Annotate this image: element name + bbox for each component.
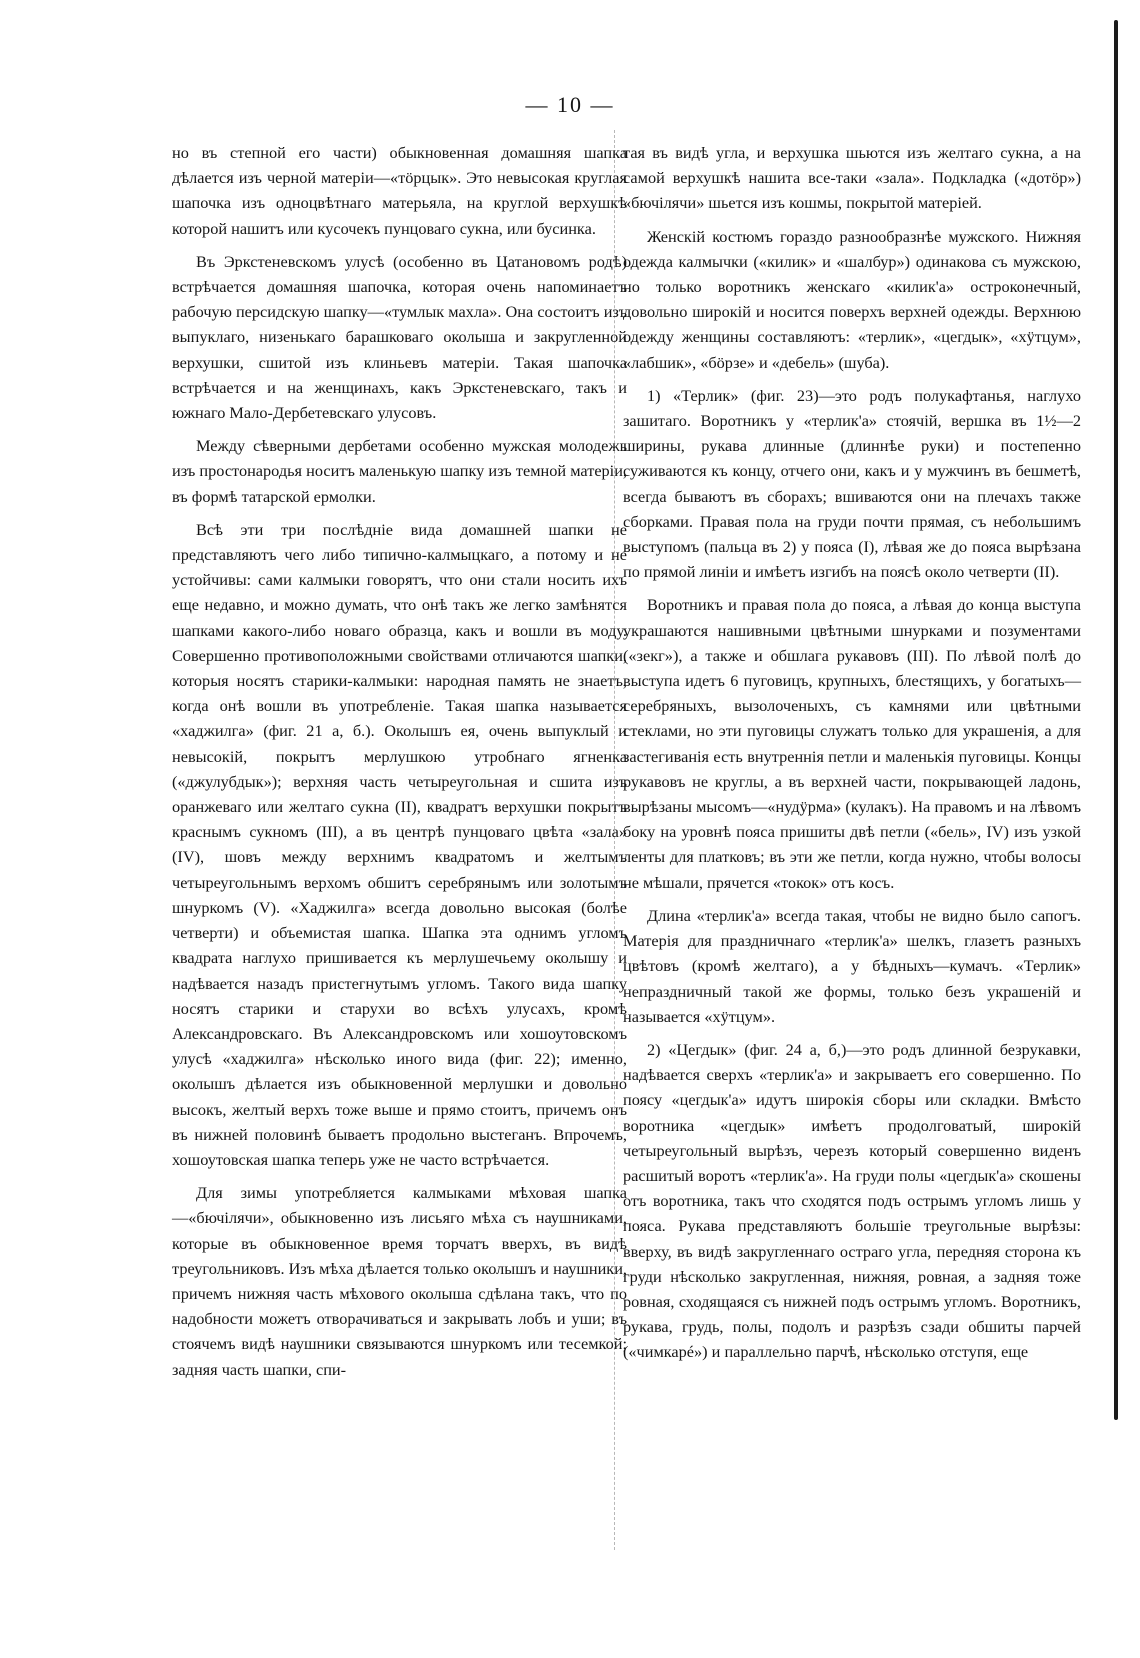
paragraph: Въ Эркстеневскомъ улусѣ (особенно въ Цатановомъ родѣ) встрѣчается домашняя шапочка, которая очень напоминаетъ рабочую персидскую шапку—«тумлык махла». Она состоитъ изъ выпуклаго, низенькаго барашковаго околыша и закругленной верхушки, сшитой изъ клиньевъ матеріи. Такая шапочка встрѣчается и на женщинахъ, какъ Эркстеневскаго, такъ и южнаго Мало-Дербетевскаго улусовъ. — [172, 251, 627, 423]
page-edge-shadow — [1114, 20, 1118, 1420]
paragraph: 2) «Цегдык» (фиг. 24 а, б,)—это родъ длинной безрукавки, надѣвается сверхъ «терлик'а» и закрываетъ его совершенно. По поясу «цегдык'а» идутъ широкія сборы или складки. Вмѣсто воротника «цегдык» имѣетъ продолговатый, широкій четыреугольный вырѣзъ, черезъ который совершенно виденъ расшитый воротъ «терлик'а». На груди полы «цегдык'а» скошены отъ воротника, такъ что сходятся подъ острымъ угломъ лишь у пояса. Рукава представляютъ большіе треугольные вырѣзы: вверху, въ видѣ закругленнаго остраго угла, передняя сторона къ груди нѣсколько закругленная, нижняя, ровная, а задняя тоже ровная, сходящаяся съ нижней подъ острымъ угломъ. Воротникъ, рукава, грудь, полы, подолъ и разрѣзъ сзади обшиты парчей («чимкарé») и параллельно парчѣ, нѣсколько отступя, еще — [623, 1039, 1081, 1362]
paragraph: Длина «терлик'а» всегда такая, чтобы не видно было сапогъ. Матерія для праздничнаго «терлик'а» шелкъ, глазетъ разныхъ цвѣтовъ (кромѣ желтаго), а у бѣдныхъ—кумачъ. «Терлик» непраздничный такой же формы, только безъ украшеній и называется «хÿтцум». — [623, 905, 1081, 1026]
paragraph: но въ степной его части) обыкновенная домашняя шапка дѣлается изъ черной матеріи—«тöрцык». Это невысокая круглая шапочка изъ одноцвѣтнаго матерьяла, на круглой верхушкѣ которой нашитъ или кусочекъ пунцоваго сукна, или бусинка. — [172, 143, 627, 238]
left-column — [172, 140, 627, 1390]
paragraph: Воротникъ и правая пола до пояса, а лѣвая до конца выступа украшаются нашивными цвѣтными шнурками и позументами («зекг»), а также и обшлага рукавовъ (III). По лѣвой полѣ до выступа идетъ 6 пуговицъ, крупныхъ, блестящихъ, у богатыхъ—серебряныхъ, вызолоченыхъ, съ камнями или цвѣтными стеклами, но эти пуговицы служатъ только для украшенія, а для застегиванія есть внутреннія петли и маленькія пуговицы. Концы рукавовъ не круглы, а въ верхней части, покрывающей ладонь, вырѣзаны мысомъ—«нудÿрма» (кулакъ). На правомъ и на лѣвомъ боку на уровнѣ пояса пришиты двѣ петли («бель», IV) изъ узкой ленты для платковъ; въ эти же петли, когда нужно, чтобы волосы не мѣшали, прячется «токок» отъ косъ. — [623, 595, 1081, 892]
paragraph: 1) «Терлик» (фиг. 23)—это родъ полукафтанья, наглухо зашитаго. Воротникъ у «терлик'а» стоячій, вершка въ 1½—2 ширины, рукава длинные (длиннѣе руки) и постепенно суживаются къ концу, отчего они, какъ и у мужчинъ въ бешметѣ, всегда бываютъ въ сборахъ; вшиваются они на плечахъ также сборками. Правая пола на груди почти прямая, съ небольшимъ выступомъ (пальца въ 2) у пояса (I), лѣвая же до пояса вырѣзана по прямой линіи и имѣетъ изгибъ на поясѣ около четверти (II). — [623, 385, 1081, 582]
page-number: — 10 — — [525, 92, 615, 117]
paragraph: Всѣ эти три послѣдніе вида домашней шапки не представляютъ чего либо типично-калмыцкаго, а потому и не устойчивы: сами калмыки говорятъ, что они стали носить ихъ еще недавно, и можно думать, что онѣ такъ же легко замѣнятся шапками какого-либо новаго образца, какъ и вошли въ моду. Совершенно противоположными свойствами отличаются шапки, которыя носятъ старики-калмыки: народная память не знаетъ, когда онѣ вошли въ употребленіе. Такая шапка называется «хаджилга» (фиг. 21 а, б.). Околышъ ея, очень выпуклый и невысокій, покрытъ мерлушкою утробнаго ягненка («джулубдык»); верхняя часть четыреугольная и сшита изъ оранжеваго или желтаго сукна (II), квадратъ верхушки покрытъ краснымъ сукномъ (III), а въ центрѣ пунцоваго цвѣта «зала» (IV), шовъ между верхнимъ квадратомъ и желтымъ четыреугольнымъ верхомъ обшитъ серебрянымъ или золотымъ шнуркомъ (V). «Хаджилга» всегда довольно высокая (болѣе четверти) и объемистая шапка. Шапка эта однимъ угломъ квадрата наглухо пришивается къ мерлушечьему околышу и надѣвается назадъ пристегнутымъ угломъ. Такого вида шапку носятъ старики и старухи во всѣхъ улусахъ, кромѣ Александровскаго. Въ Александровскомъ или хошоутовскомъ улусѣ «хаджилга» нѣсколько иного вида (фиг. 22); именно, околышъ дѣлается изъ обыкновенной мерлушки и довольно высокъ, желтый верхъ тоже выше и прямо стоитъ, причемъ онъ въ нижней половинѣ бываетъ продольно выстеганъ. Впрочемъ, хошоутовская шапка теперь уже не часто встрѣчается. — [172, 519, 627, 1169]
paragraph: Между сѣверными дербетами особенно мужская молодежь изъ простонародья носитъ маленькую шапку изъ темной матеріи, въ формѣ татарской ермолки. — [172, 436, 627, 506]
right-column — [623, 140, 1081, 1373]
paragraph: Для зимы употребляется калмыками мѣховая шапка—«бючiлячи», обыкновенно изъ лисьяго мѣха съ наушниками, которые въ обыкновенное время торчатъ вверхъ, въ видѣ треугольниковъ. Изъ мѣха дѣлается только околышъ и наушники, причемъ нижняя часть мѣхового околыша сдѣлана такъ, что по надобности можетъ отворачиваться и закрывать лобъ и уши; въ стоячемъ видѣ наушники связываются шнуркомъ или тесемкой; задняя часть шапки, спи- — [172, 1183, 627, 1379]
paragraph: Женскій костюмъ гораздо разнообразнѣе мужского. Нижняя одежда калмычки («килик» и «шалбур») одинакова съ мужскою, но только воротникъ женскаго «килик'а» остроконечный, довольно широкій и носится поверхъ верхней одежды. Верхнюю одежду женщины составляютъ: «терлик», «цегдык», «хÿтцум», «лабшик», «бöрзе» и «дебель» (шуба). — [623, 226, 1081, 372]
paragraph: тая въ видѣ угла, и верхушка шьются изъ желтаго сукна, а на самой верхушкѣ нашита все-таки «зала». Подкладка («дотöр») «бючiлячи» шьется изъ кошмы, покрытой матеріей. — [623, 143, 1081, 213]
